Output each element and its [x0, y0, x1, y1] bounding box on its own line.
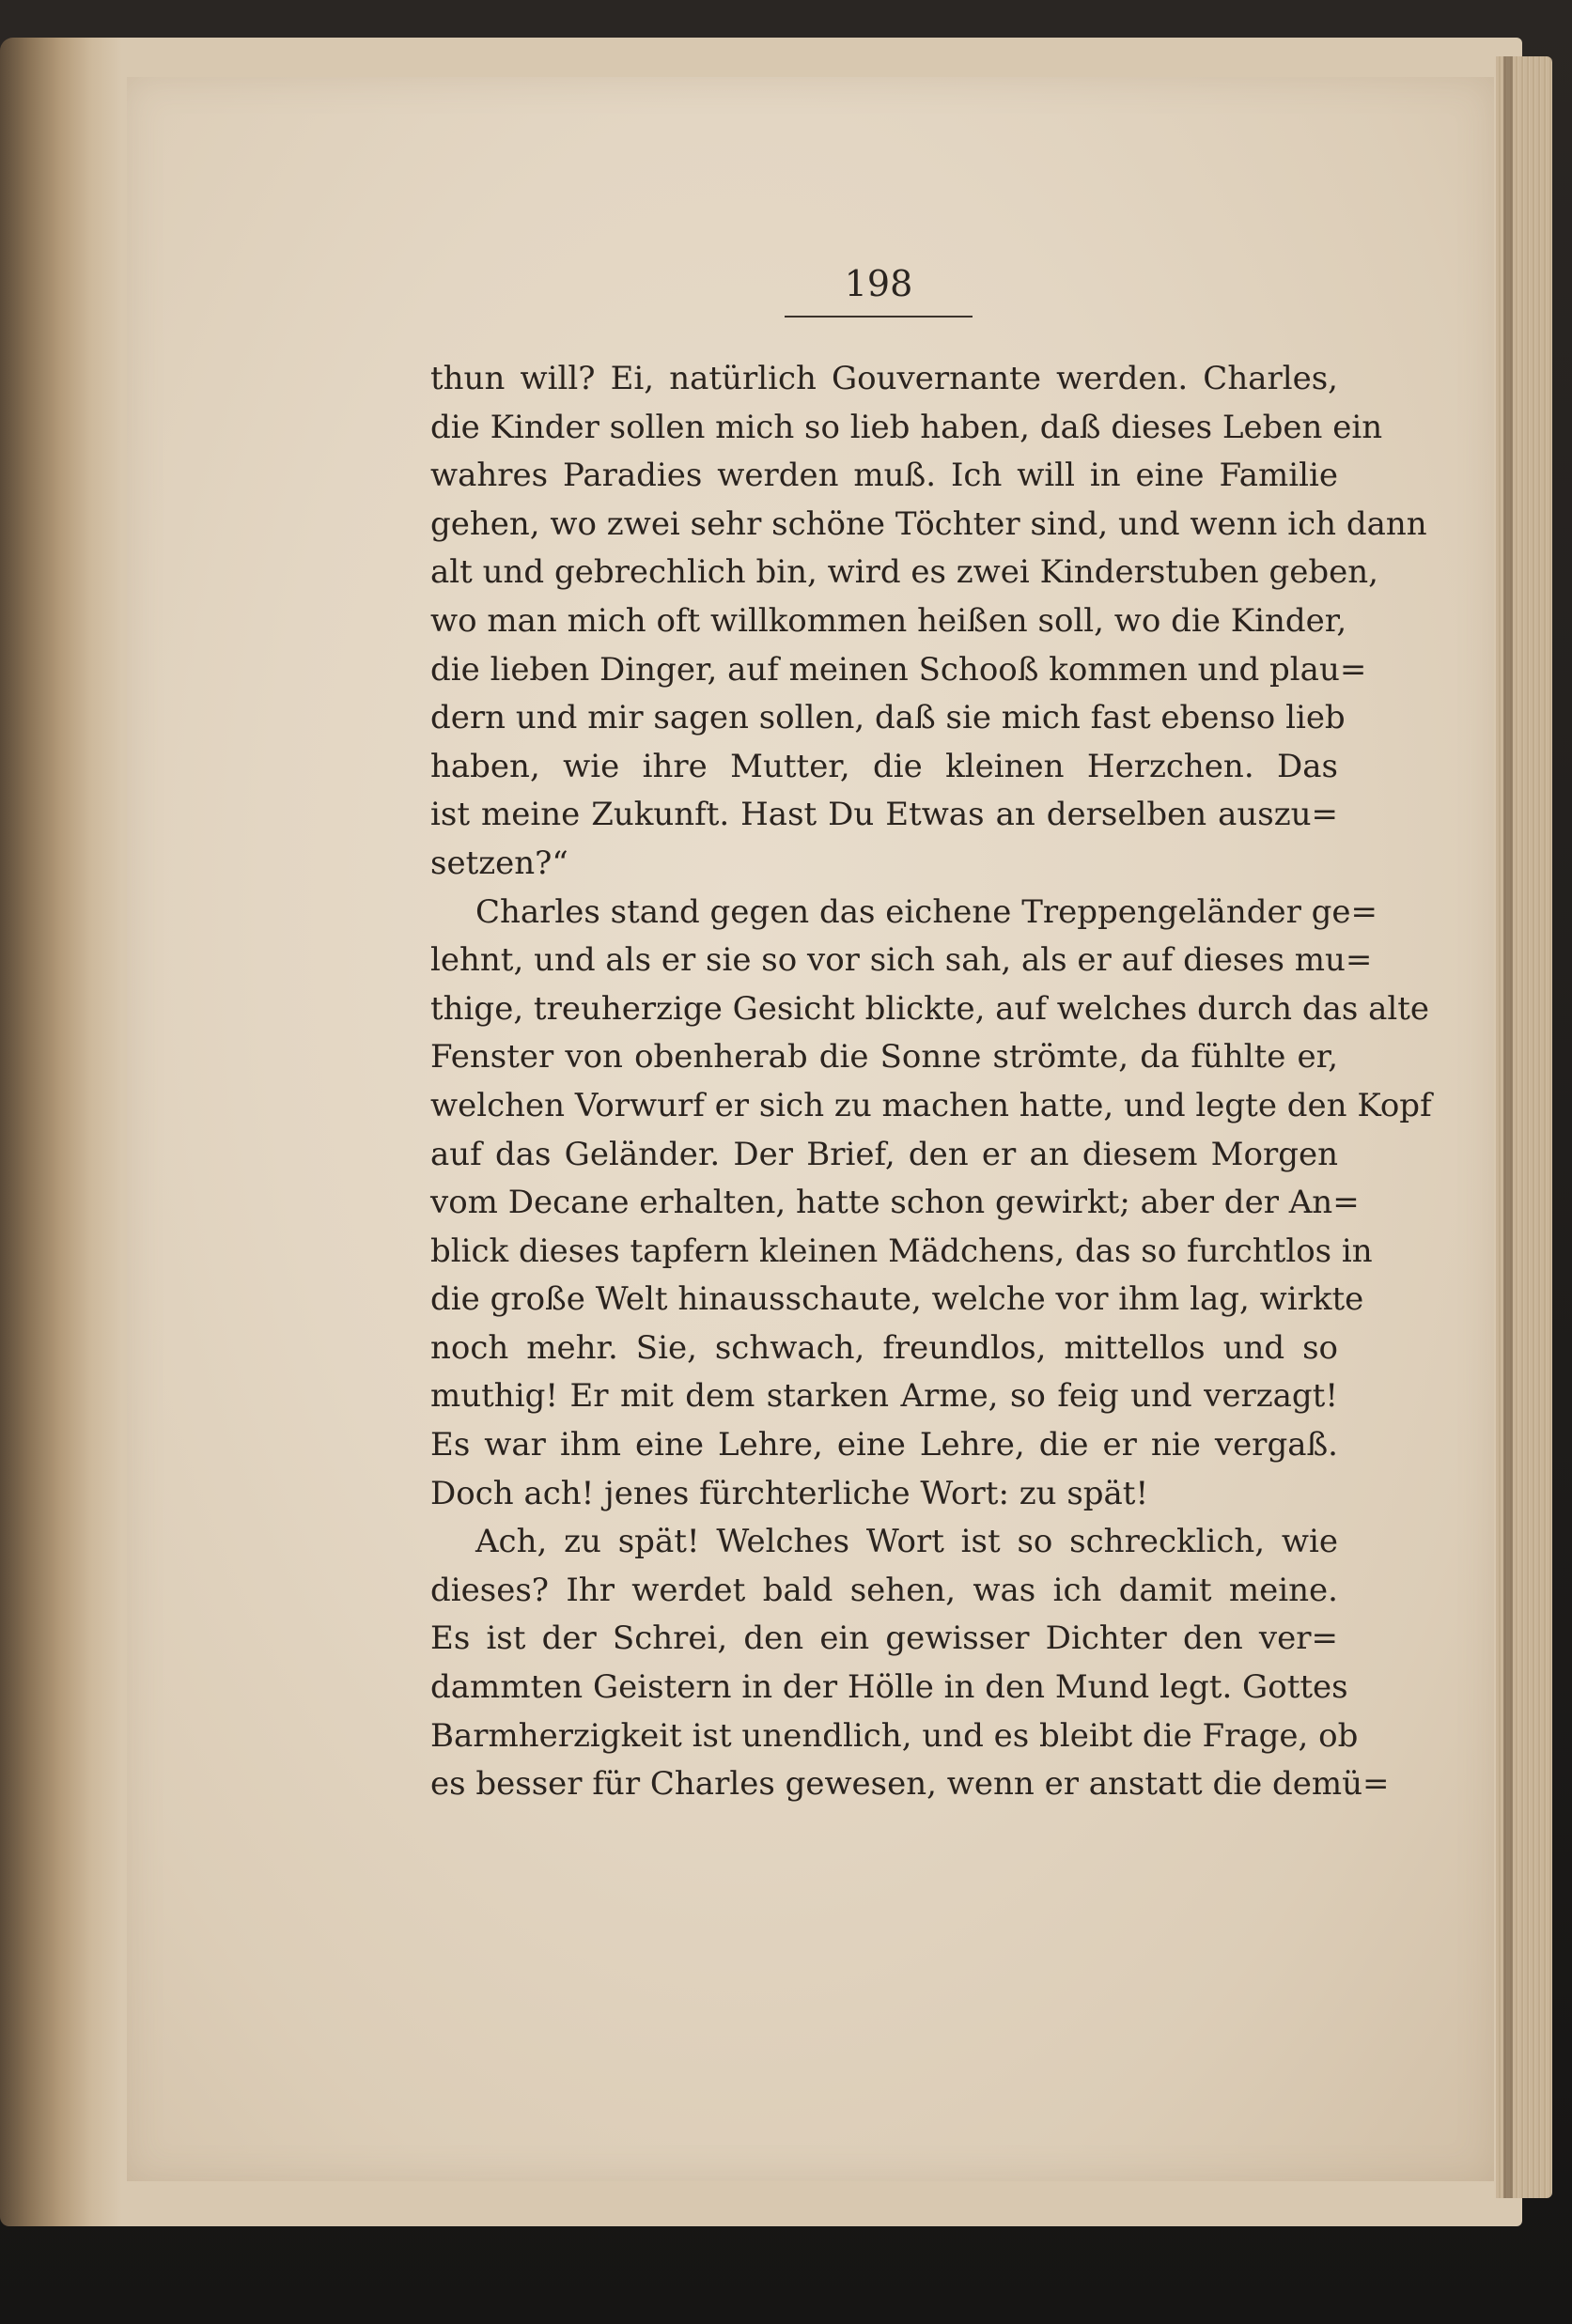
text-line: dieses? Ihr werdet bald sehen, was ich damit meine.	[430, 1571, 1338, 1609]
text-line: blick dieses tapfern kleinen Mädchens, das so furchtlos in	[430, 1232, 1373, 1270]
text-line: welchen Vorwurf er sich zu machen hatte, und legte den Kopf	[430, 1086, 1432, 1124]
text-line: gehen, wo zwei sehr schöne Töchter sind, und wenn ich dann	[430, 504, 1427, 543]
text-line: auf das Geländer. Der Brief, den er an diesem Morgen	[430, 1135, 1338, 1173]
text-line: Es war ihm eine Lehre, eine Lehre, die er nie vergaß.	[430, 1426, 1338, 1464]
text-line: es besser für Charles gewesen, wenn er anstatt die demü=	[430, 1765, 1390, 1804]
text-line: haben, wie ihre Mutter, die kleinen Herzchen. Das	[430, 747, 1338, 785]
text-line: dammten Geistern in der Hölle in den Mund legt. Gottes	[430, 1668, 1348, 1707]
text-line: die Kinder sollen mich so lieb haben, daß dieses Leben ein	[430, 408, 1383, 446]
text-line: Charles stand gegen das eichene Treppengeländer ge=	[475, 892, 1378, 931]
spine-shadow	[1503, 56, 1513, 2198]
text-line: thun will? Ei, natürlich Gouvernante werden. Charles,	[430, 360, 1338, 397]
text-line: lehnt, und als er sie so vor sich sah, als er auf dieses mu=	[430, 941, 1373, 980]
page-text	[430, 355, 1432, 1809]
text-line: muthig! Er mit dem starken Arme, so feig und verzagt!	[430, 1377, 1338, 1416]
text-line: wo man mich oft willkommen heißen soll, wo die Kinder,	[430, 601, 1347, 640]
text-line: Es ist der Schrei, den ein gewisser Dichter den ver=	[430, 1619, 1338, 1658]
text-line: Doch ach! jenes fürchterliche Wort: zu spät!	[430, 1474, 1149, 1512]
text-line: noch mehr. Sie, schwach, freundlos, mittellos und so	[430, 1328, 1338, 1367]
text-line: die große Welt hinausschaute, welche vor ihm lag, wirkte	[430, 1280, 1364, 1319]
page-number: 198	[844, 263, 913, 304]
text-line: alt und gebrechlich bin, wird es zwei Kinderstuben geben,	[430, 553, 1378, 592]
text-line: Barmherzigkeit ist unendlich, und es bleibt die Frage, ob	[430, 1716, 1359, 1755]
text-line: Fenster von obenherab die Sonne strömte, da fühlte er,	[430, 1038, 1338, 1077]
page-number-rule	[785, 316, 973, 318]
text-line: die lieben Dinger, auf meinen Schooß kommen und plau=	[430, 650, 1367, 689]
text-line: setzen?“	[430, 844, 568, 882]
text-line: vom Decane erhalten, hatte schon gewirkt; aber der An=	[430, 1184, 1360, 1222]
text-line: thige, treuherzige Gesicht blickte, auf welches durch das alte	[430, 989, 1430, 1028]
text-line: dern und mir sagen sollen, daß sie mich fast ebenso lieb	[430, 699, 1346, 737]
text-line: wahres Paradies werden muß. Ich will in eine Familie	[430, 457, 1338, 495]
text-line: Ach, zu spät! Welches Wort ist so schrecklich, wie	[475, 1523, 1338, 1561]
text-line: ist meine Zukunft. Hast Du Etwas an derselben auszu=	[430, 796, 1338, 834]
